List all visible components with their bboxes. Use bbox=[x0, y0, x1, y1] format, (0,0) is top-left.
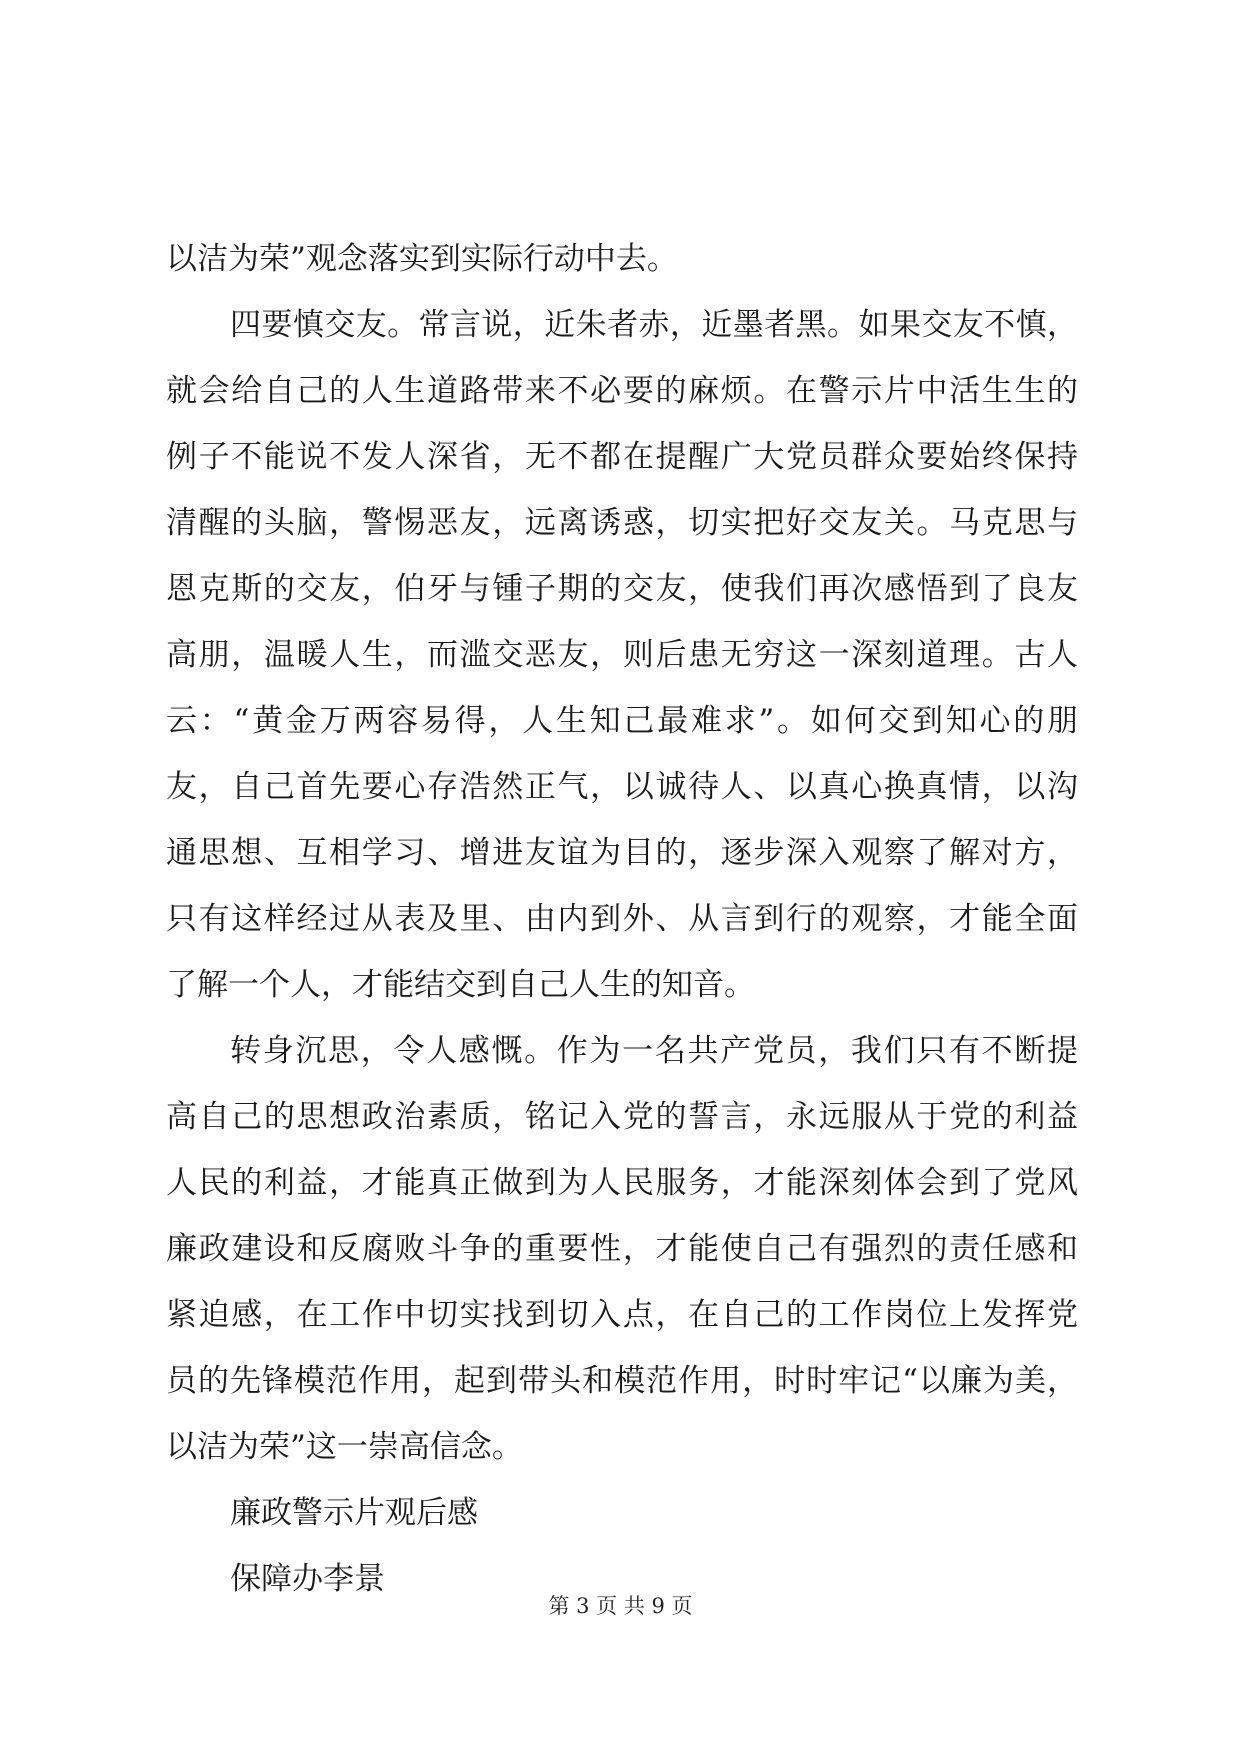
text-line: 转身沉思，令人感慨。作为一名共产党员，我们只有不断提 bbox=[230, 1033, 1078, 1069]
text-line: 清醒的头脑，警惕恶友，远离诱惑，切实把好交友关。马克思与 bbox=[166, 505, 1078, 541]
text-line: 紧迫感，在工作中切实找到切入点，在自己的工作岗位上发挥党 bbox=[166, 1297, 1078, 1333]
text-line: 人民的利益，才能真正做到为人民服务，才能深刻体会到了党风 bbox=[166, 1165, 1078, 1201]
text-line: 四要慎交友。常言说，近朱者赤，近墨者黑。如果交友不慎， bbox=[230, 307, 1078, 343]
text-line: 员的先锋模范作用，起到带头和模范作用，时时牢记“以廉为美， bbox=[166, 1363, 1078, 1399]
text-line: 就会给自己的人生道路带来不必要的麻烦。在警示片中活生生的 bbox=[166, 373, 1078, 409]
text-line: 保障办李景 bbox=[230, 1561, 385, 1597]
text-line: 恩克斯的交友，伯牙与锺子期的交友，使我们再次感悟到了良友 bbox=[166, 571, 1078, 607]
next-article-title bbox=[166, 1480, 1078, 1546]
text-line: 云：“黄金万两容易得，人生知己最难求”。如何交到知心的朋 bbox=[166, 703, 1078, 739]
text-line: 廉政建设和反腐败斗争的重要性，才能使自己有强烈的责任感和 bbox=[166, 1231, 1078, 1267]
text-line: 以洁为荣”观念落实到实际行动中去。 bbox=[166, 241, 678, 277]
document-body bbox=[166, 226, 1078, 1612]
text-line: 廉政警示片观后感 bbox=[230, 1495, 478, 1531]
text-line: 以洁为荣”这一崇高信念。 bbox=[166, 1429, 523, 1465]
text-line: 高朋，温暖人生，而滥交恶友，则后患无穷这一深刻道理。古人 bbox=[166, 637, 1078, 673]
paragraph-continuation bbox=[166, 226, 1078, 292]
paragraph-reflection bbox=[166, 1018, 1078, 1480]
text-line: 了解一个人，才能结交到自己人生的知音。 bbox=[166, 967, 755, 1003]
text-line: 友，自己首先要心存浩然正气，以诚待人、以真心换真情，以沟 bbox=[166, 769, 1078, 805]
text-line: 例子不能说不发人深省，无不都在提醒广大党员群众要始终保持 bbox=[166, 439, 1078, 475]
text-line: 只有这样经过从表及里、由内到外、从言到行的观察，才能全面 bbox=[166, 901, 1078, 937]
paragraph-friendship bbox=[166, 292, 1078, 1018]
page-indicator: 第 3 页 共 9 页 bbox=[548, 1594, 693, 1618]
text-line: 通思想、互相学习、增进友谊为目的，逐步深入观察了解对方， bbox=[166, 835, 1078, 871]
page-footer bbox=[0, 1590, 1241, 1620]
text-line: 高自己的思想政治素质，铭记入党的誓言，永远服从于党的利益 bbox=[166, 1099, 1078, 1135]
